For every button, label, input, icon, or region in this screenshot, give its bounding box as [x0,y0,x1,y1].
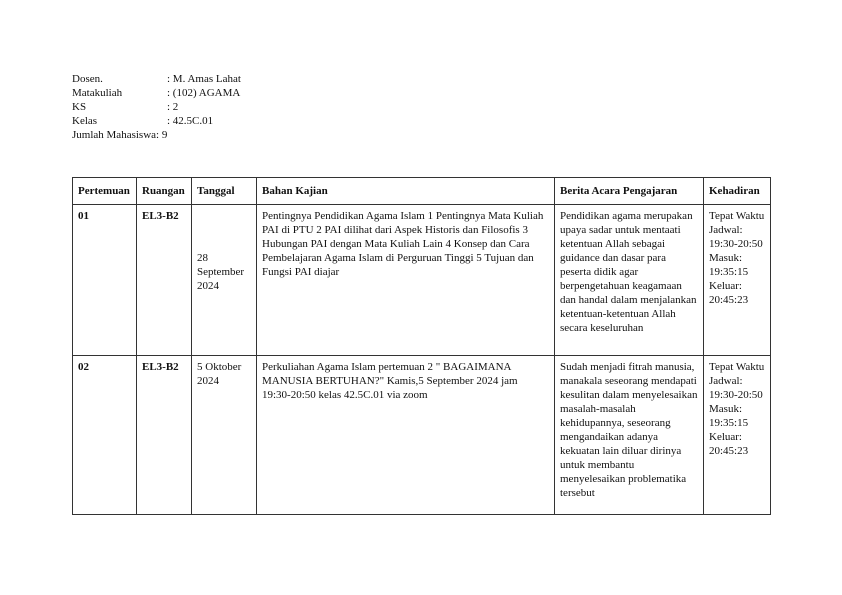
tanggal-text: 28 September 2024 [197,252,245,292]
ks-value: : 2 [167,101,179,113]
kehadiran-cell: Tepat Waktu Jadwal: 19:30-20:50 Masuk: 19:35:15 Keluar: 20:45:23 [704,356,771,515]
berita-acara-cell: Sudah menjadi fitrah manusia, manakala seseorang mendapati kesulitan dalam menyelesaikan masalah-masalah kehidupannya, seseorang mengandaikan adanya kekuatan lain diluar dirinya untuk membantu menyelesaikan problematika tersebut [555,356,704,515]
kelas-value: : 42.5C.01 [167,115,214,127]
tanggal-cell [192,205,257,356]
dosen-label: Dosen. [72,73,103,85]
jumlah-label: Jumlah Mahasiswa [72,129,157,141]
header-kehadiran: Kehadiran [704,178,771,205]
course-info [72,72,241,142]
kelas-label: Kelas [72,115,98,127]
jumlah-row [72,128,241,142]
header-tanggal: Tanggal [192,178,257,205]
attendance-table [72,177,771,515]
pertemuan-cell: 02 [73,356,137,515]
jumlah-value: : 9 [156,129,168,141]
header-berita-acara: Berita Acara Pengajaran [555,178,704,205]
header-pertemuan: Pertemuan [73,178,137,205]
bahan-kajian-cell: Perkuliahan Agama Islam pertemuan 2 " BAGAIMANA MANUSIA BERTUHAN?" Kamis,5 September 2024 jam 19:30-20:50 kelas 42.5C.01 via zoom [257,356,555,515]
header-ruangan: Ruangan [137,178,192,205]
dosen-value: : M. Amas Lahat [167,73,241,85]
table-header-row [73,178,771,205]
bahan-kajian-cell: Pentingnya Pendidikan Agama Islam 1 Pentingnya Mata Kuliah PAI di PTU 2 PAI dilihat dari Aspek Historis dan Filosofis 3 Hubungan PAI dengan Mata Kuliah Lain 4 Konsep dan Cara Pembelajaran Agama Islam di Perguruan Tinggi 5 Tujuan dan Fungsi PAI diajar [257,205,555,356]
ks-row [72,100,241,114]
dosen-row [72,72,241,86]
pertemuan-cell: 01 [73,205,137,356]
ruangan-cell: EL3-B2 [137,356,192,515]
table-row [73,356,771,515]
kelas-row [72,114,241,128]
berita-acara-cell: Pendidikan agama merupakan upaya sadar untuk mentaati ketentuan Allah sebagai guidance dan dasar para peserta didik agar berpengetahuan keagamaan dan handal dalam menjalankan ketentuan-ketentuan Allah secara keseluruhan [555,205,704,356]
tanggal-cell: 5 Oktober 2024 [192,356,257,515]
table-row [73,205,771,356]
header-bahan-kajian: Bahan Kajian [257,178,555,205]
kehadiran-cell: Tepat Waktu Jadwal: 19:30-20:50 Masuk: 19:35:15 Keluar: 20:45:23 [704,205,771,356]
matakuliah-label: Matakuliah [72,87,123,99]
matakuliah-row [72,86,241,100]
matakuliah-value: : (102) AGAMA [167,87,241,99]
ks-label: KS [72,101,87,113]
ruangan-cell: EL3-B2 [137,205,192,356]
